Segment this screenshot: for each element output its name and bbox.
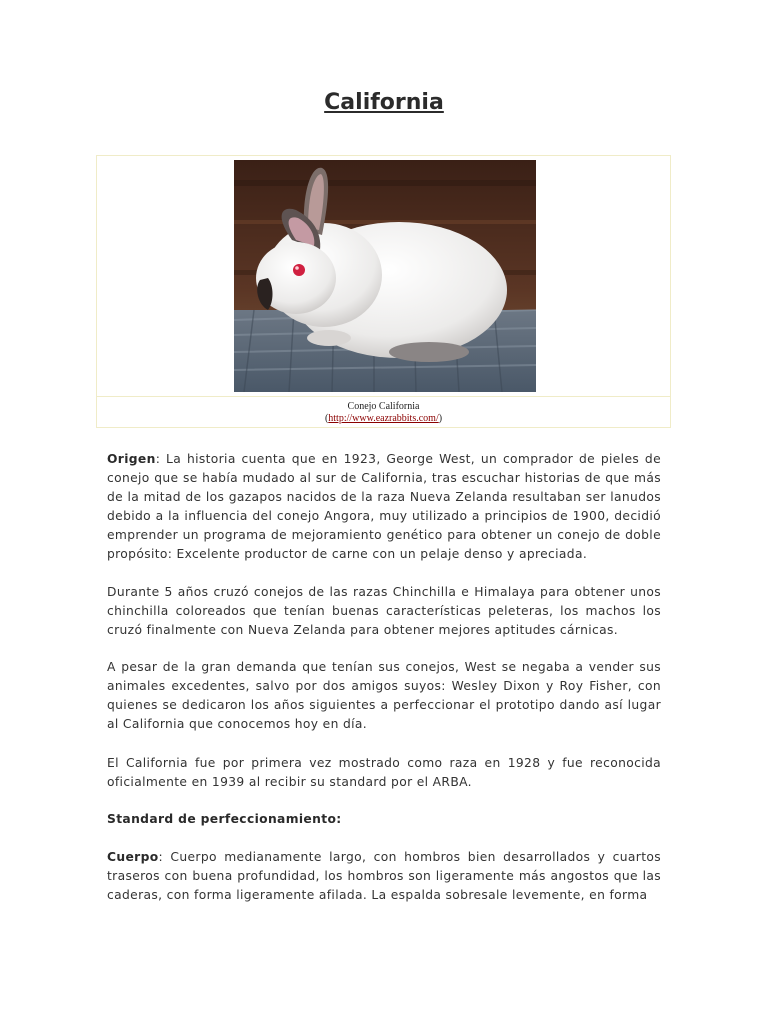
- caption-text: Conejo California: [347, 401, 420, 412]
- paragraph-demanda: A pesar de la gran demanda que tenían sus conejos, West se negaba a vender sus animales excedentes, salvo por dos amigos suyos: Wesley Dixon y Roy Fisher, con quienes se dedicaron los años siguientes a perfeccionar el prototipo dando así lugar al California que conocemos hoy en día.: [107, 660, 661, 731]
- label-cuerpo: Cuerpo: [107, 850, 159, 864]
- paragraph-cruces: Durante 5 años cruzó conejos de las razas Chinchilla e Himalaya para obtener unos chinchilla coloreados que tenían buenas características peleteras, los machos los cruzó finalmente con Nueva Zelanda para obtener mejores aptitudes cárnicas.: [107, 585, 661, 637]
- caption-link-line: [97, 413, 670, 425]
- paragraph-cuerpo: [107, 848, 661, 905]
- rabbit-photo: [234, 160, 536, 392]
- figure-box: [96, 155, 671, 428]
- figure-divider: [97, 396, 670, 397]
- caption-link[interactable]: http://www.eazrabbits.com/: [328, 413, 439, 424]
- paragraph-reconocimiento: El California fue por primera vez mostrado como raza en 1928 y fue reconocida oficialmente en 1939 al recibir su standard por el ARBA.: [107, 756, 661, 789]
- text-origen: : La historia cuenta que en 1923, George West, un comprador de pieles de conejo que se había mudado al sur de California, tras escuchar historias de que más de la mitad de los gazapos nacidos de la raza Nueva Zelanda resultaban ser lanudos debido a la influencia del conejo Angora, muy utilizado a principios de 1900, decidió emprender un programa de mejoramiento genético para obtener un conejo de doble propósito: Excelente productor de carne con un pelaje denso y apreciada.: [107, 452, 661, 561]
- paragraph-origen: [107, 450, 661, 564]
- text-cuerpo: : Cuerpo medianamente largo, con hombros bien desarrollados y cuartos traseros con buena profundidad, los hombros son ligeramente más angostos que las caderas, con forma ligeramente afilada. La espalda sobresale levemente, en forma: [107, 850, 661, 902]
- page-title: California: [324, 90, 444, 115]
- standard-heading: Standard de perfeccionamiento:: [107, 812, 342, 826]
- caption-link-close: ): [438, 413, 443, 424]
- figure-caption: [97, 401, 670, 425]
- caption-link-open: (: [324, 413, 329, 424]
- label-origen: Origen: [107, 452, 156, 466]
